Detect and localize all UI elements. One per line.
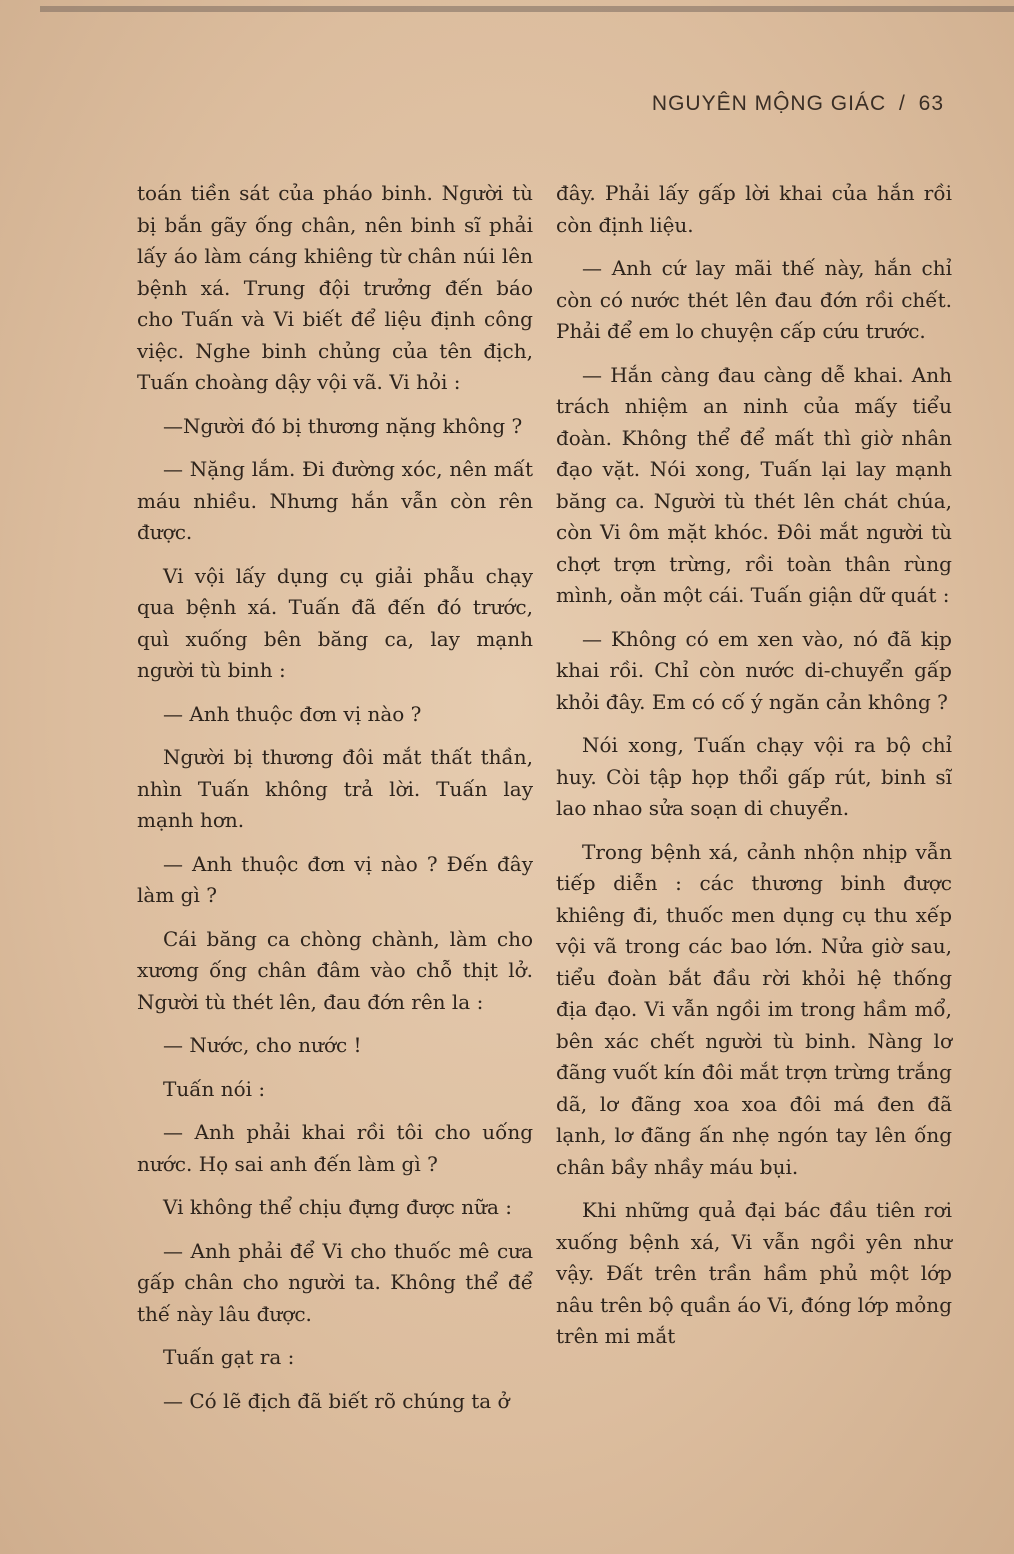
paragraph: Trong bệnh xá, cảnh nhộn nhịp vẫn tiếp diễn : các thương binh được khiêng đi, thuốc men dụng cụ thu xếp vội vã trong các bao lớn. Nửa giờ sau, tiểu đoàn bắt đầu rời khỏi hệ thống địa đạo. Vi vẫn ngồi im trong hầm mổ, bên xác chết người tù binh. Nàng lơ đãng vuốt kín đôi mắt trợn trừng trắng dã, lơ đãng xoa xoa đôi má đen đã lạnh, lơ đãng ấn nhẹ ngón tay lên ống chân bầy nhầy máu bụi. [556,839,952,1179]
paragraph: Cái băng ca chòng chành, làm cho xương ống chân đâm vào chỗ thịt lở. Người tù thét lên, đau đớn rên la : [137,926,533,1014]
paragraph: — Hắn càng đau càng dễ khai. Anh trách nhiệm an ninh của mấy tiểu đoàn. Không thể để mất thì giờ nhân đạo vặt. Nói xong, Tuấn lại lay mạnh băng ca. Người tù thét lên chát chúa, còn Vi ôm mặt khóc. Đôi mắt người tù chợt trợn trừng, rồi toàn thân rùng mình, oằn một cái. Tuấn giận dữ quát : [556,362,952,607]
paragraph: — Nặng lắm. Đi đường xóc, nên mất máu nhiều. Nhưng hắn vẫn còn rên được. [137,457,533,544]
header-separator: / [898,92,906,115]
paragraph: Khi những quả đại bác đầu tiên rơi xuống bệnh xá, Vi vẫn ngồi yên như vậy. Đất trên trần hầm phủ một lớp nâu trên bộ quần áo Vi, đóng lớp mỏng trên mi mắt [556,1198,952,1348]
paragraph: Vi vội lấy dụng cụ giải phẫu chạy qua bệnh xá. Tuấn đã đến đó trước, quì xuống bên băng ca, lay mạnh người tù binh : [137,563,533,682]
paragraph: Vi không thể chịu đựng được nữa : [163,1195,513,1219]
paragraph: — Anh phải để Vi cho thuốc mê cưa gấp chân cho người ta. Không thể để thế này lâu được. [137,1238,533,1326]
top-edge-shadow [40,6,1014,12]
paragraph: toán tiền sát của pháo binh. Người tù bị bắn gãy ống chân, nên binh sĩ phải lấy áo làm cáng khiêng từ chân núi lên bệnh xá. Trung đội trưởng đến báo cho Tuấn và Vi biết để liệu định công việc. Nghe binh chủng của tên địch, Tuấn choàng dậy vội vã. Vi hỏi : [137,181,533,394]
paragraph: — Có lẽ địch đã biết rõ chúng ta ở [163,1388,510,1413]
right-column [556,178,952,1365]
running-header [652,92,944,116]
paragraph: — Anh cứ lay mãi thế này, hắn chỉ còn có nước thét lên đau đớn rồi chết. Phải để em lo chuyện cấp cứu trước. [556,256,952,343]
paragraph: — Không có em xen vào, nó đã kịp khai rồi. Chỉ còn nước di-chuyển gấp khỏi đây. Em có cố ý ngăn cản không ? [556,626,952,714]
left-column [137,178,533,1429]
paragraph: — Nước, cho nước ! [163,1033,362,1057]
paragraph: — Anh thuộc đơn vị nào ? Đến đây làm gì ? [137,851,533,907]
paragraph: —Người đó bị thương nặng không ? [163,413,523,438]
paragraph: Tuấn gạt ra : [163,1345,295,1369]
paragraph: Tuấn nói : [163,1076,266,1101]
page-number: 63 [918,92,944,115]
paragraph: — Anh phải khai rồi tôi cho uống nước. Họ sai anh đến làm gì ? [137,1120,533,1176]
author-name: NGUYÊN MỘNG GIÁC [651,92,887,115]
paragraph: — Anh thuộc đơn vị nào ? [163,701,422,726]
paragraph: Nói xong, Tuấn chạy vội ra bộ chỉ huy. Còi tập họp thổi gấp rút, binh sĩ lao nhao sửa soạn di chuyển. [556,733,952,820]
paragraph: đây. Phải lấy gấp lời khai của hắn rồi còn định liệu. [556,181,952,237]
paragraph: Người bị thương đôi mắt thất thần, nhìn Tuấn không trả lời. Tuấn lay mạnh hơn. [137,745,533,832]
